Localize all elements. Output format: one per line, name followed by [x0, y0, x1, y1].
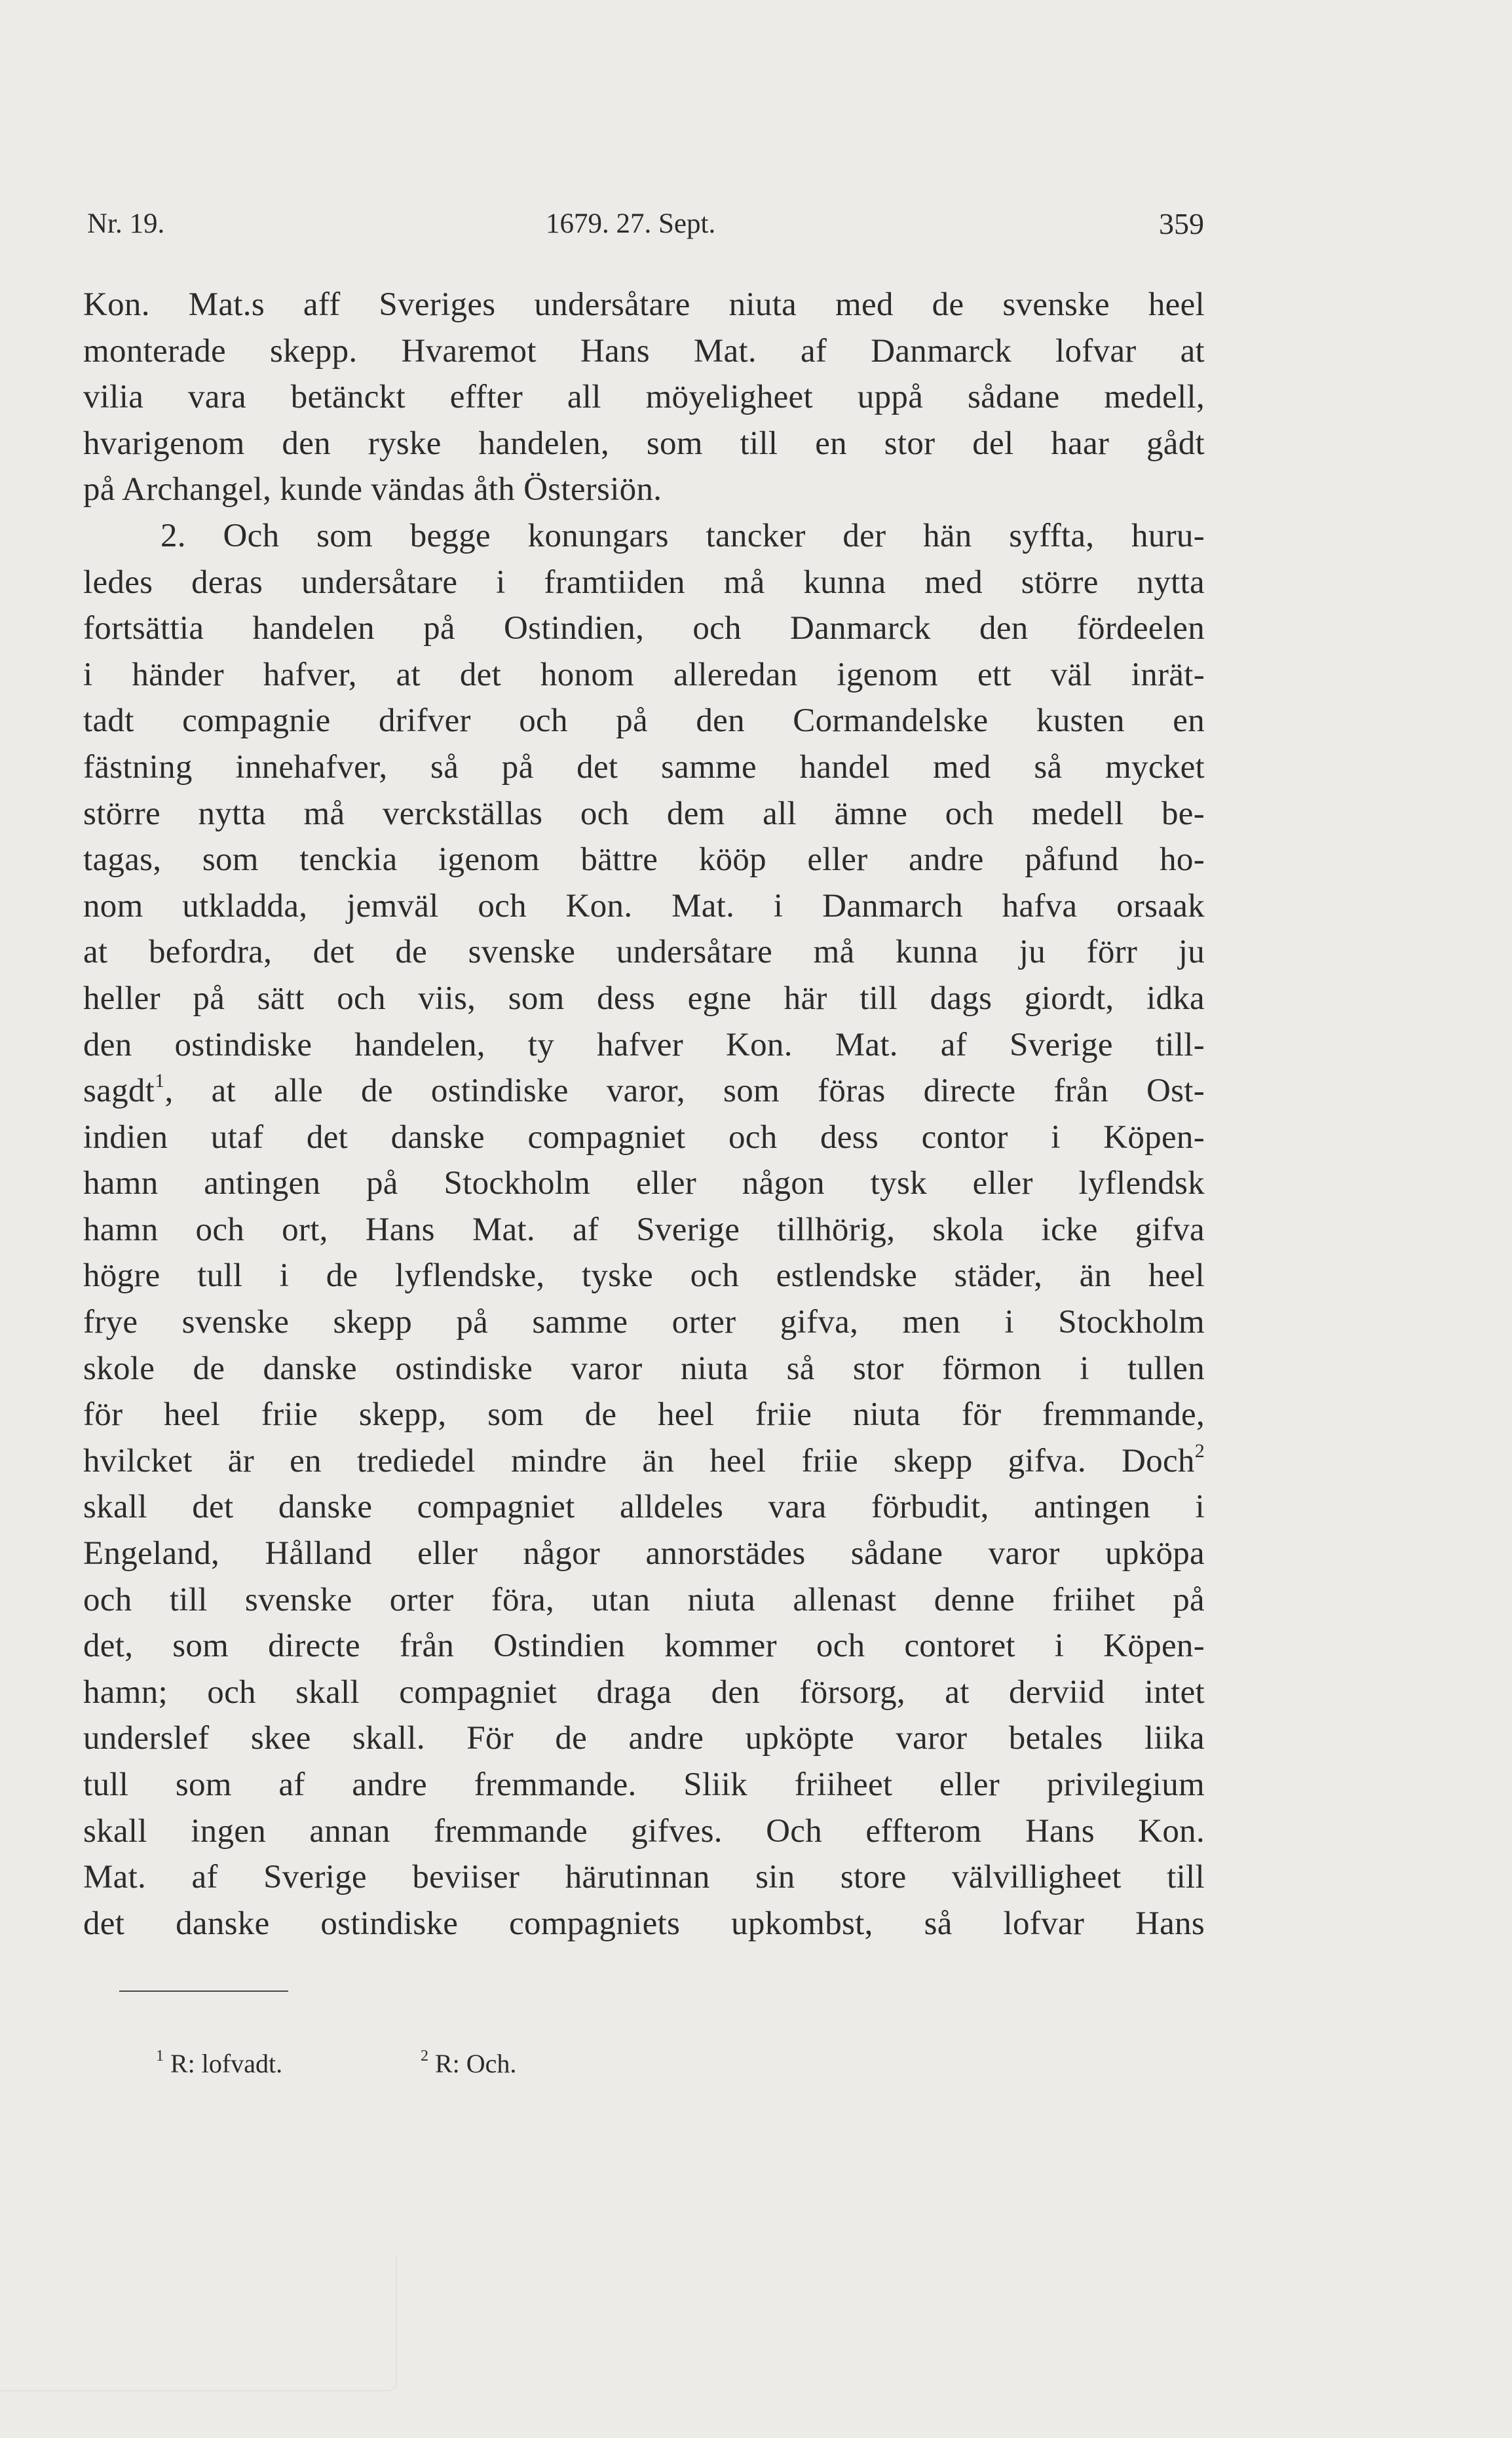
text-line: Kon. Mat.s aff Sveriges undersåtare niuta med de svenske heel [83, 286, 1205, 323]
body-text [83, 282, 1205, 1947]
text-line: vilia vara betänckt effter all möyeligheet uppå sådane medell, [83, 379, 1205, 416]
footnote-2-text: R: Och. [435, 2049, 517, 2078]
text-line: skall det danske compagniet alldeles vara förbudit, antingen i [83, 1489, 1205, 1526]
footnote-ref-1: 1 [155, 1070, 165, 1092]
text-fragment: sagdt [83, 1073, 155, 1110]
footnote-2 [421, 2046, 516, 2082]
text-line: hamn antingen på Stockholm eller någon tysk eller lyflendsk [83, 1165, 1205, 1202]
text-line: skole de danske ostindiske varor niuta så stor förmon i tullen [83, 1350, 1205, 1387]
text-line: tagas, som tenckia igenom bättre kööp eller andre påfund ho- [83, 841, 1205, 879]
text-line: indien utaf det danske compagniet och dess contor i Köpen- [83, 1118, 1205, 1156]
text-line: ledes deras undersåtare i framtiiden må kunna med större nytta [83, 563, 1205, 601]
text-line: högre tull i de lyflendske, tyske och estlendske städer, än heel [83, 1257, 1205, 1295]
text-line: skall ingen annan fremmande gifves. Och effterom Hans Kon. [83, 1812, 1205, 1850]
text-line: frye svenske skepp på samme orter gifva, men i Stockholm [83, 1304, 1205, 1341]
text-line: Mat. af Sverige beviiser härutinnan sin store välvilligheet till [83, 1859, 1205, 1896]
text-line: heller på sätt och viis, som dess egne här till dags giordt, idka [83, 980, 1205, 1017]
text-line: den ostindiske handelen, ty hafver Kon. Mat. af Sverige till- [83, 1026, 1205, 1063]
text-fragment: , at alle de ostindiske varor, som föras directe från Ost- [164, 1073, 1205, 1110]
text-line: större nytta må verckställas och dem all ämne och medell be- [83, 795, 1205, 832]
text-line-with-note-1 [83, 1068, 1205, 1114]
text-line: det danske ostindiske compagniets upkombst, så lofvar Hans [83, 1905, 1205, 1942]
text-fragment: hvilcket är en trediedel mindre än heel friie skepp gifva. Doch [83, 1442, 1195, 1479]
document-date: 1679. 27. Sept. [546, 208, 716, 239]
text-line: det, som directe från Ostindien kommer och contoret i Köpen- [83, 1628, 1205, 1665]
footnote-divider [119, 1990, 288, 1992]
text-line: tull som af andre fremmande. Sliik friiheet eller privilegium [83, 1766, 1205, 1803]
footnote-1 [156, 2046, 282, 2082]
text-line: hamn; och skall compagniet draga den försorg, at derviid intet [83, 1673, 1205, 1711]
paper-edge-mark [0, 2257, 397, 2391]
text-line: at befordra, det de svenske undersåtare må kunna ju förr ju [83, 934, 1205, 971]
text-line: tadt compagnie drifver och på den Cormandelske kusten en [83, 702, 1205, 740]
footnote-2-mark: 2 [421, 2048, 428, 2065]
footnote-1-mark: 1 [156, 2048, 164, 2065]
text-line: och till svenske orter föra, utan niuta allenast denne friihet på [83, 1581, 1205, 1618]
text-line: fästning innehafver, så på det samme handel med så mycket [83, 748, 1205, 786]
running-head [87, 204, 1204, 244]
footnote-1-text: R: lofvadt. [170, 2049, 283, 2078]
text-line: fortsättia handelen på Ostindien, och Danmarck den fördeelen [83, 610, 1205, 647]
text-line: nom utkladda, jemväl och Kon. Mat. i Danmarch hafva orsaak [83, 887, 1205, 924]
text-line: monterade skepp. Hvaremot Hans Mat. af Danmarck lofvar at [83, 332, 1205, 370]
text-line: hvarigenom den ryske handelen, som till en stor del haar gådt [83, 425, 1205, 462]
text-line: i händer hafver, at det honom alleredan igenom ett väl inrät- [83, 656, 1205, 693]
text-line: på Archangel, kunde vändas åth Östersiön. [83, 471, 662, 508]
text-line: Engeland, Hålland eller någor annorstädes sådane varor upköpa [83, 1535, 1205, 1572]
text-line: för heel friie skepp, som de heel friie niuta för fremmande, [83, 1396, 1205, 1434]
page-number: 359 [1159, 207, 1204, 240]
text-line: hamn och ort, Hans Mat. af Sverige tillhörig, skola icke gifva [83, 1211, 1205, 1248]
document-number: Nr. 19. [87, 208, 165, 239]
text-line: underslef skee skall. För de andre upköpte varor betales liika [83, 1720, 1205, 1757]
footnote-ref-2: 2 [1194, 1439, 1205, 1462]
paragraph-2-start: 2. Och som begge konungars tancker der hän syffta, huru- [161, 517, 1205, 554]
text-line-with-note-2 [83, 1438, 1205, 1485]
